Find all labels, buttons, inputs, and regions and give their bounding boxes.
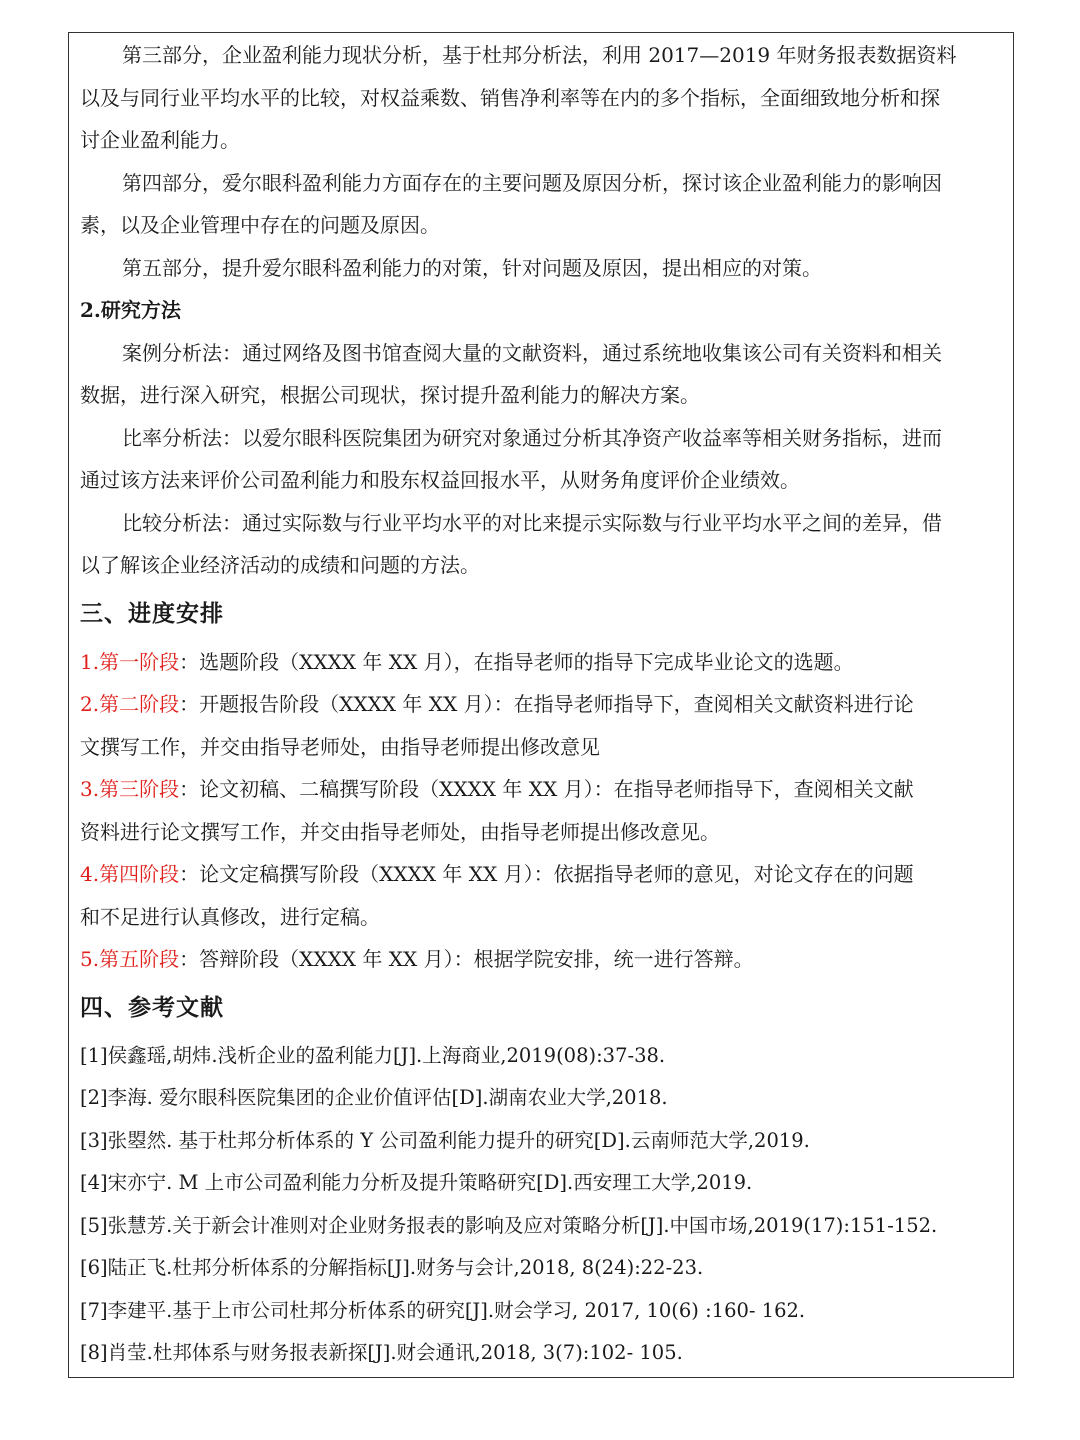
ratio-method-line1: 比率分析法：以爱尔眼科医院集团为研究对象通过分析其净资产收益率等相关财务指标，进而 [122, 425, 942, 450]
reference-item-1: [1]侯鑫瑶,胡炜.浅析企业的盈利能力[J].上海商业,2019(08):37-38. [80, 1043, 666, 1067]
paragraph-part3-line1: 第三部分，企业盈利能力现状分析，基于杜邦分析法，利用 2017—2019 年财务报表数据资料 [122, 43, 957, 67]
stage-2-line2: 文撰写工作，并交由指导老师处，由指导老师提出修改意见 [80, 734, 600, 759]
reference-item-8: [8]肖莹.杜邦体系与财务报表新探[J].财会通讯,2018, 3(7):102- 105. [80, 1341, 683, 1364]
reference-item-6: [6]陆正飞.杜邦分析体系的分解指标[J].财务与会计,2018, 8(24):22-23. [80, 1256, 704, 1279]
paragraph-part4-line2: 素，以及企业管理中存在的问题及原因。 [80, 213, 440, 237]
stage-3-line2: 资料进行论文撰写工作，并交由指导老师处，由指导老师提出修改意见。 [80, 819, 720, 844]
stage-3-line1 [80, 768, 1006, 811]
stage-5-label: 5.第五阶段 [80, 947, 180, 971]
section-references-heading: 四、参考文献 [80, 993, 224, 1021]
stage-1-label: 1.第一阶段 [80, 649, 180, 674]
case-method-line1: 案例分析法：通过网络及图书馆查阅大量的文献资料，通过系统地收集该公司有关资料和相关 [122, 340, 942, 365]
reference-item-4: [4]宋亦宁. M 上市公司盈利能力分析及提升策略研究[D].西安理工大学,2019. [80, 1171, 753, 1194]
case-method-line2: 数据，进行深入研究，根据公司现状，探讨提升盈利能力的解决方案。 [80, 383, 700, 407]
paragraph-part5-line1: 第五部分，提升爱尔眼科盈利能力的对策，针对问题及原因，提出相应的对策。 [122, 255, 822, 280]
stage-4-text: ：论文定稿撰写阶段（XXXX 年 XX 月）：依据指导老师的意见，对论文存在的问题 [179, 862, 914, 886]
reference-item-5: [5]张慧芳.关于新会计准则对企业财务报表的影响及应对策略分析[J].中国市场,2019(17):151-152. [80, 1213, 938, 1237]
compare-method-line1: 比较分析法：通过实际数与行业平均水平的对比来提示实际数与行业平均水平之间的差异，借 [122, 510, 942, 535]
stage-2-label: 2.第二阶段 [80, 692, 180, 716]
reference-item-3: [3]张曌然. 基于杜邦分析体系的 Y 公司盈利能力提升的研究[D].云南师范大学,2019. [80, 1128, 810, 1152]
stage-4-line1 [80, 853, 1006, 896]
stage-1-line1 [80, 641, 1006, 684]
stage-5-line1 [80, 938, 1006, 981]
stage-1-text: ：选题阶段（XXXX 年 XX 月），在指导老师的指导下完成毕业论文的选题。 [179, 649, 854, 674]
stage-2-text: ：开题报告阶段（XXXX 年 XX 月）：在指导老师指导下，查阅相关文献资料进行论 [179, 692, 914, 716]
stage-3-label: 3.第三阶段 [80, 777, 180, 801]
stage-2-line1 [80, 683, 1006, 726]
reference-item-7: [7]李建平.基于上市公司杜邦分析体系的研究[J].财会学习, 2017, 10(6) :160- 162. [80, 1298, 806, 1322]
stage-4-line2: 和不足进行认真修改，进行定稿。 [80, 904, 380, 929]
research-methods-heading: 2.研究方法 [80, 298, 181, 322]
document-body [80, 34, 1006, 1375]
stage-4-label: 4.第四阶段 [80, 862, 180, 886]
stage-5-text: ：答辩阶段（XXXX 年 XX 月）：根据学院安排，统一进行答辩。 [179, 947, 754, 971]
compare-method-line2: 以了解该企业经济活动的成绩和问题的方法。 [80, 553, 480, 577]
paragraph-part4-line1: 第四部分，爱尔眼科盈利能力方面存在的主要问题及原因分析，探讨该企业盈利能力的影响因 [122, 170, 942, 195]
paragraph-part3-line3: 讨企业盈利能力。 [80, 128, 240, 152]
reference-item-2: [2]李海. 爱尔眼科医院集团的企业价值评估[D].湖南农业大学,2018. [80, 1086, 668, 1109]
section-schedule-heading: 三、进度安排 [80, 599, 224, 627]
stage-3-text: ：论文初稿、二稿撰写阶段（XXXX 年 XX 月）：在指导老师指导下，查阅相关文献 [179, 777, 914, 801]
ratio-method-line2: 通过该方法来评价公司盈利能力和股东权益回报水平，从财务角度评价企业绩效。 [80, 468, 800, 492]
paragraph-part3-line2: 以及与同行业平均水平的比较，对权益乘数、销售净利率等在内的多个指标，全面细致地分析和探 [80, 85, 940, 110]
